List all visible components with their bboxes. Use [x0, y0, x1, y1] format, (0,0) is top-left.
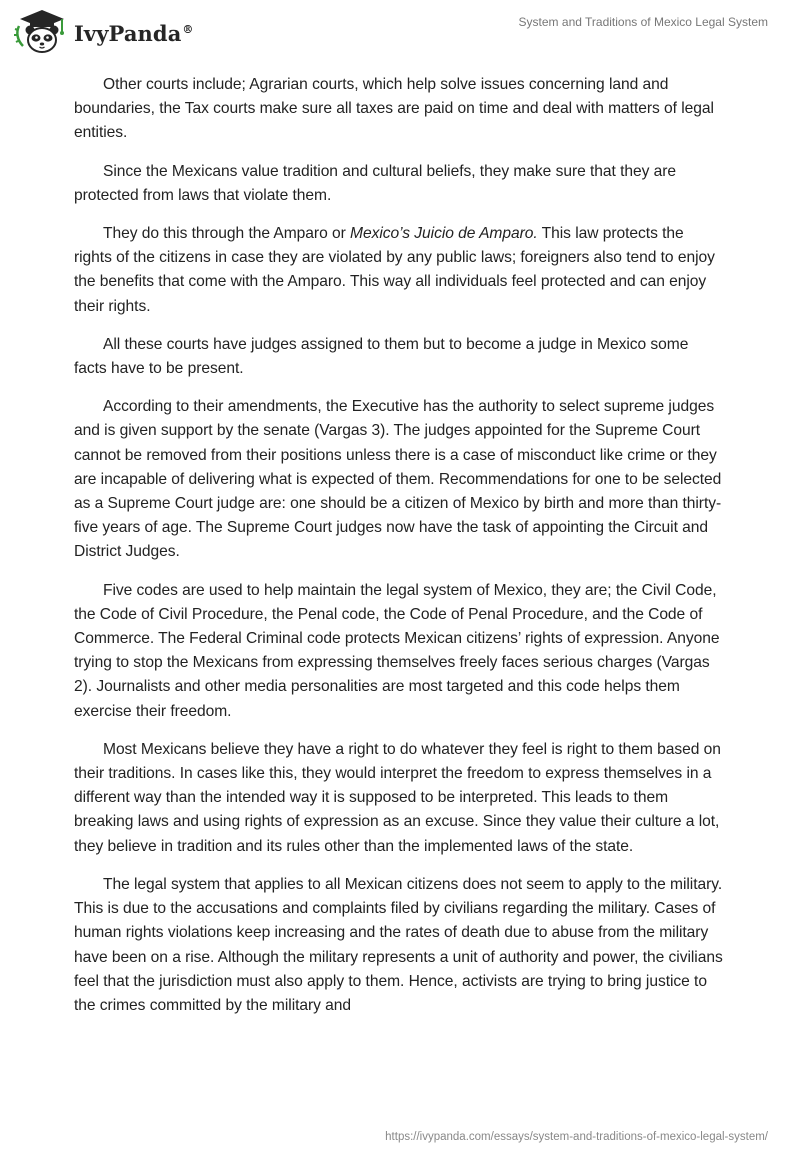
paragraph: All these courts have judges assigned to them but to become a judge in Mexico some facts have to be present.: [74, 335, 689, 378]
paragraph: Most Mexicans believe they have a right to do whatever they feel is right to them based on their traditions. In cases like this, they would interpret the freedom to express themselves in a different way than the intended way it is supposed to be interpreted. This leads to them breaking laws and using rights of expression as an excuse. Since they value their culture a lot, they believe in tradition and its rules other than the implemented laws of the state.: [74, 740, 721, 855]
paragraph: Since the Mexicans value tradition and cultural beliefs, they make sure that they are protected from laws that violate them.: [74, 162, 677, 204]
page-header: [0, 0, 800, 60]
italic-title: Mexico’s Juicio de Amparo.: [350, 225, 538, 243]
paragraph: They do this through the Amparo or Mexico’s Juicio de Amparo. This law protects the rights of the citizens in case they are violated by any public laws; foreigners also tend to enjoy the benefits that come with the Amparo. This way all individuals feel protected and can enjoy their rights.: [74, 225, 715, 315]
paragraph: Five codes are used to help maintain the legal system of Mexico, they are; the Civil Code, the Code of Civil Procedure, the Penal code, the Code of Penal Procedure, and the Code of Commerce. The Federal Criminal code protects Mexican citizens’ rights of expression. Anyone trying to stop the Mexicans from expressing themselves freely faces serious charges (Vargas 2). Journalists and other media personalities are most targeted and this code helps them exercise their freedom.: [74, 581, 720, 720]
panda-graduation-cap-icon: [14, 8, 70, 54]
document-title: System and Traditions of Mexico Legal System: [518, 15, 768, 29]
brand-logo[interactable]: [14, 8, 194, 54]
brand-name: IvyPanda®: [74, 20, 194, 46]
source-url[interactable]: https://ivypanda.com/essays/system-and-traditions-of-mexico-legal-system/: [385, 1131, 768, 1143]
essay-body: [74, 73, 724, 1032]
paragraph: Other courts include; Agrarian courts, which help solve issues concerning land and boundaries, the Tax courts make sure all taxes are paid on time and deal with matters of legal entities.: [74, 76, 714, 142]
paragraph: According to their amendments, the Executive has the authority to select supreme judges and is given support by the senate (Vargas 3). The judges appointed for the Supreme Court cannot be removed from their positions unless there is a case of misconduct like crime or they are incapable of delivering what is expected of them. Recommendations for one to be selected as a Supreme Court judge are: one should be a citizen of Mexico by birth and more than thirty-five years of age. The Supreme Court judges now have the task of appointing the Circuit and District Judges.: [74, 398, 722, 561]
paragraph: The legal system that applies to all Mexican citizens does not seem to apply to the military. This is due to the accusations and complaints filed by civilians regarding the military. Cases of human rights violations keep increasing and the rates of death due to abuse from the military have been on a rise. Although the military represents a unit of authority and power, the civilians feel that the jurisdiction must also apply to them. Hence, activists are trying to bring justice to the crimes committed by the military and: [74, 875, 723, 1014]
